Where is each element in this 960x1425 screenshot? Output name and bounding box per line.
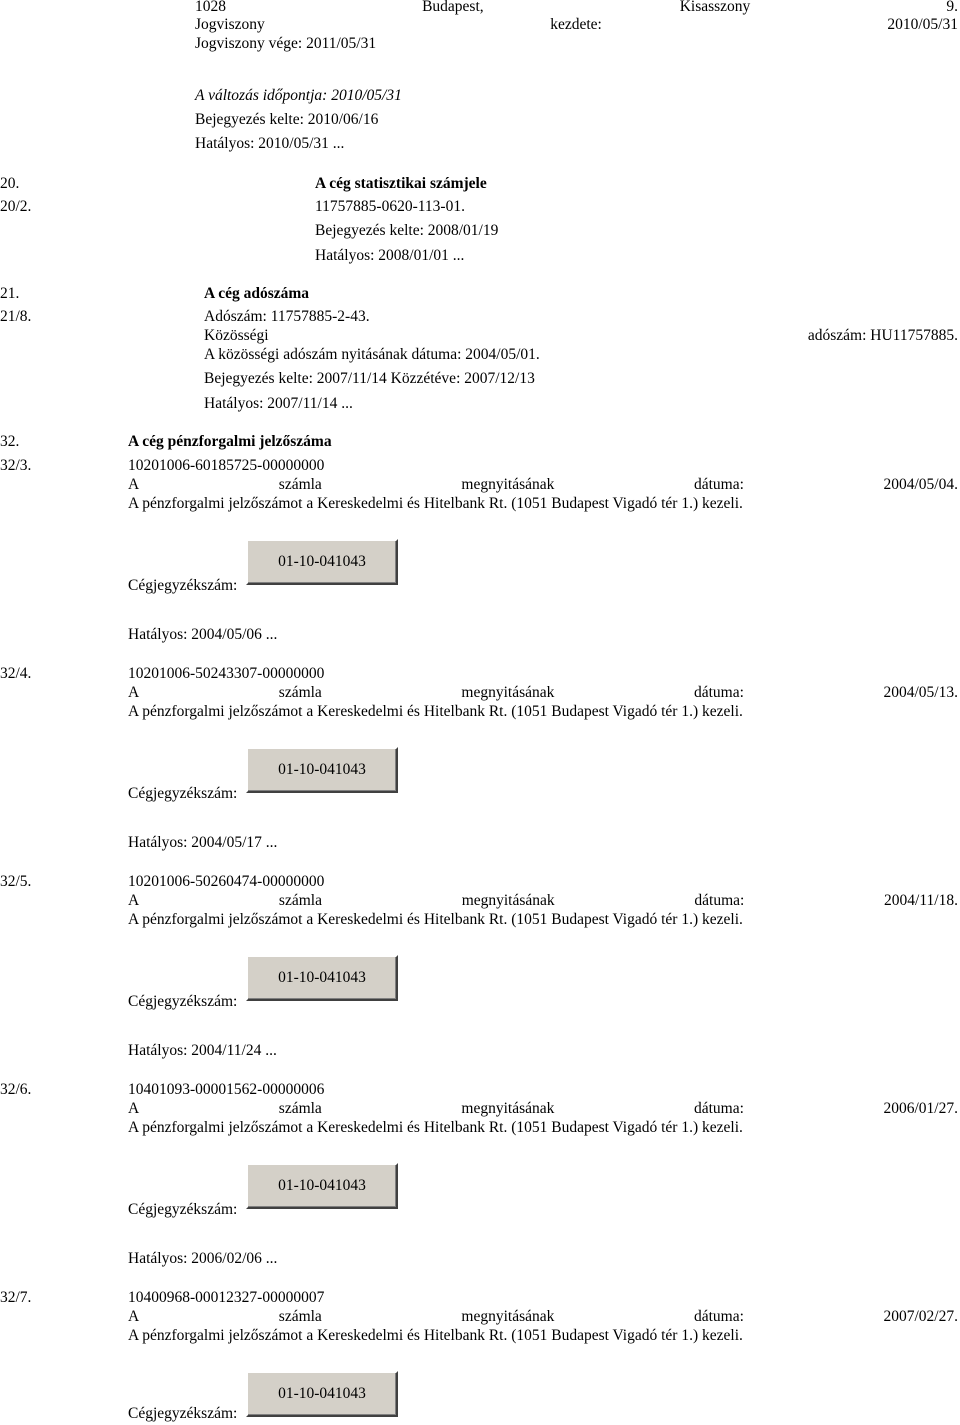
bank-text: A pénzforgalmi jelzőszámot a Kereskedelmi és Hitelbank Rt. (1051 Budapest Vigadó tér 1.) kezeli. <box>128 1327 743 1344</box>
registration-number-box: 01-10-041043 <box>246 747 398 793</box>
opening-word: A <box>128 1308 140 1325</box>
opening-date: 2004/11/18. <box>884 892 958 909</box>
opening-word: számla <box>278 684 322 701</box>
registration-number-box: 01-10-041043 <box>246 955 398 1001</box>
opening-date: 2004/05/04. <box>883 476 958 493</box>
opening-word: megnyitásának <box>461 892 555 909</box>
opening-word: A <box>128 476 140 493</box>
bank-text: A pénzforgalmi jelzőszámot a Kereskedelmi és Hitelbank Rt. (1051 Budapest Vigadó tér 1.) kezeli. <box>128 911 743 928</box>
registration-number-box: 01-10-041043 <box>246 1371 398 1417</box>
opening-word: dátuma: <box>693 1308 744 1325</box>
bank-text: A pénzforgalmi jelzőszámot a Kereskedelmi és Hitelbank Rt. (1051 Budapest Vigadó tér 1.) kezeli. <box>128 1119 743 1136</box>
account-number: 10400968-00012327-00000007 <box>128 1289 325 1306</box>
address-street: Kisasszony <box>679 0 751 15</box>
community-tax-line <box>204 327 958 345</box>
section-20-number: 20. <box>0 175 20 192</box>
account-id: 32/5. <box>0 873 32 890</box>
employment-start-word: Jogviszony <box>195 16 265 33</box>
address-zip: 1028 <box>195 0 226 15</box>
employment-end: Jogviszony vége: 2011/05/31 <box>195 35 377 52</box>
account-opening-line <box>128 684 958 702</box>
opening-word: A <box>128 1100 140 1117</box>
section-20-subnumber: 20/2. <box>0 198 32 215</box>
account-id: 32/6. <box>0 1081 32 1098</box>
section-21-entry-date: Bejegyezés kelte: 2007/11/14 Közzétéve: 2007/12/13 <box>204 370 535 387</box>
community-tax-number: adószám: HU11757885. <box>807 327 958 344</box>
section-20-title: A cég statisztikai számjele <box>315 175 487 192</box>
section-21-title: A cég adószáma <box>204 285 310 302</box>
registration-number-box: 01-10-041043 <box>246 1163 398 1209</box>
bank-text: A pénzforgalmi jelzőszámot a Kereskedelmi és Hitelbank Rt. (1051 Budapest Vigadó tér 1.) kezeli. <box>128 495 743 512</box>
account-opening-line <box>128 1308 958 1326</box>
section-20-effective: Hatályos: 2008/01/01 ... <box>315 247 465 264</box>
tax-number: Adószám: 11757885-2-43. <box>204 308 370 325</box>
account-effective: Hatályos: 2004/05/17 ... <box>128 834 278 851</box>
change-time: A változás időpontja: 2010/05/31 <box>195 87 402 104</box>
opening-date: 2006/01/27. <box>883 1100 958 1117</box>
opening-word: számla <box>278 1308 322 1325</box>
account-number: 10201006-50260474-00000000 <box>128 873 325 890</box>
address-city: Budapest, <box>422 0 484 15</box>
statistical-number: 11757885-0620-113-01. <box>315 198 465 215</box>
section-32-title: A cég pénzforgalmi jelzőszáma <box>128 433 332 450</box>
section-21-subnumber: 21/8. <box>0 308 32 325</box>
section-21-effective: Hatályos: 2007/11/14 ... <box>204 395 353 412</box>
opening-word: A <box>128 892 140 909</box>
account-number: 10201006-60185725-00000000 <box>128 457 325 474</box>
account-number: 10401093-00001562-00000006 <box>128 1081 325 1098</box>
opening-word: dátuma: <box>693 1100 744 1117</box>
opening-word: A <box>128 684 140 701</box>
account-opening-line <box>128 1100 958 1118</box>
opening-word: dátuma: <box>693 684 744 701</box>
opening-word: megnyitásának <box>461 476 555 493</box>
employment-start-date: 2010/05/31 <box>887 16 958 33</box>
registration-label: Cégjegyzékszám: <box>128 1201 238 1218</box>
registration-label: Cégjegyzékszám: <box>128 785 238 802</box>
community-tax-opened: A közösségi adószám nyitásának dátuma: 2004/05/01. <box>204 346 540 363</box>
opening-word: megnyitásának <box>461 1100 555 1117</box>
opening-word: számla <box>278 1100 322 1117</box>
employment-start-line <box>195 16 958 34</box>
account-effective: Hatályos: 2006/02/06 ... <box>128 1250 278 1267</box>
change-effective: Hatályos: 2010/05/31 ... <box>195 135 345 152</box>
account-opening-line <box>128 892 958 910</box>
account-id: 32/4. <box>0 665 32 682</box>
registration-label: Cégjegyzékszám: <box>128 577 238 594</box>
section-32-number: 32. <box>0 433 20 450</box>
bank-text: A pénzforgalmi jelzőszámot a Kereskedelmi és Hitelbank Rt. (1051 Budapest Vigadó tér 1.) kezeli. <box>128 703 743 720</box>
account-id: 32/7. <box>0 1289 32 1306</box>
account-effective: Hatályos: 2004/05/06 ... <box>128 626 278 643</box>
change-entry-date: Bejegyezés kelte: 2010/06/16 <box>195 111 379 128</box>
opening-word: dátuma: <box>694 892 745 909</box>
address-house-number: 9. <box>946 0 958 15</box>
opening-date: 2004/05/13. <box>883 684 958 701</box>
section-20-entry-date: Bejegyezés kelte: 2008/01/19 <box>315 222 499 239</box>
account-number: 10201006-50243307-00000000 <box>128 665 325 682</box>
account-opening-line <box>128 476 958 494</box>
community-tax-word: Közösségi <box>204 327 269 344</box>
account-effective: Hatályos: 2004/11/24 ... <box>128 1042 277 1059</box>
employment-start-word: kezdete: <box>550 16 602 33</box>
registration-label: Cégjegyzékszám: <box>128 1405 238 1422</box>
account-id: 32/3. <box>0 457 32 474</box>
address-line <box>195 0 958 16</box>
opening-word: számla <box>278 892 322 909</box>
opening-date: 2007/02/27. <box>883 1308 958 1325</box>
section-21-number: 21. <box>0 285 20 302</box>
opening-word: megnyitásának <box>461 684 555 701</box>
opening-word: megnyitásának <box>461 1308 555 1325</box>
registration-label: Cégjegyzékszám: <box>128 993 238 1010</box>
opening-word: dátuma: <box>693 476 744 493</box>
registration-number-box: 01-10-041043 <box>246 539 398 585</box>
opening-word: számla <box>278 476 322 493</box>
